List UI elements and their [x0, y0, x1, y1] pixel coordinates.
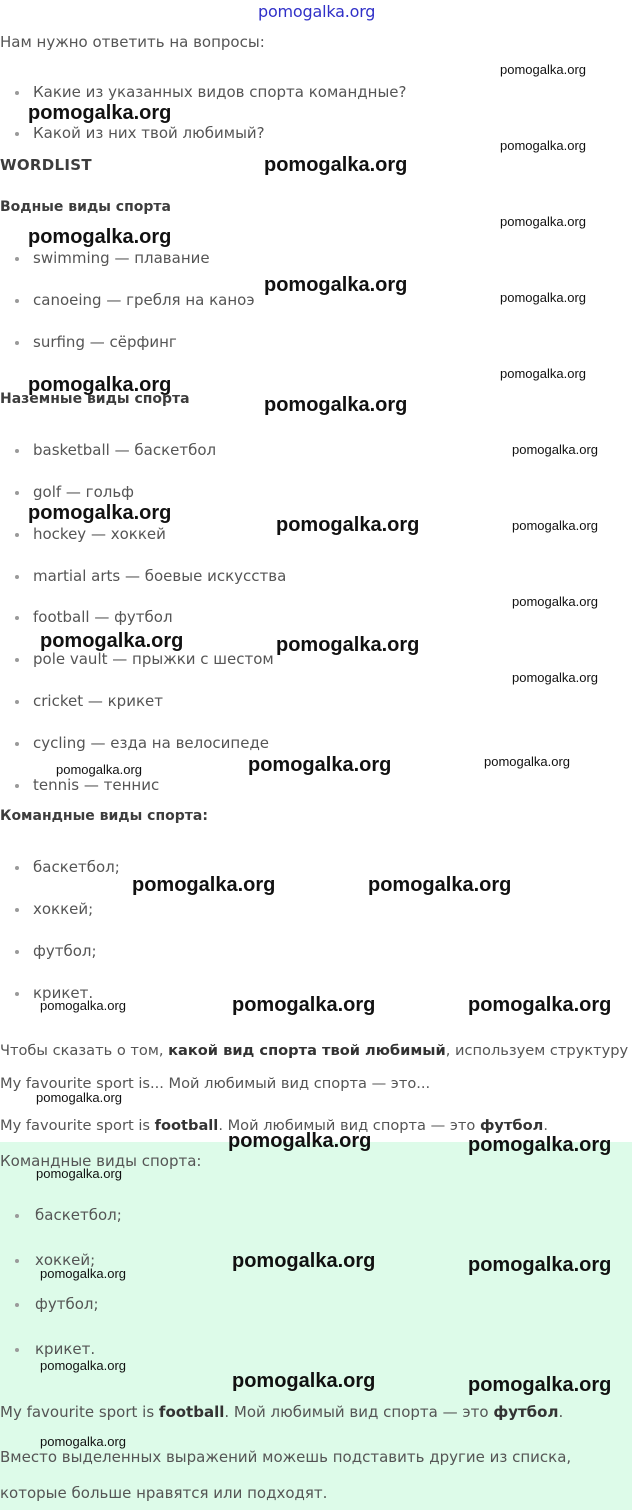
answer-team-item: футбол;	[18, 1294, 99, 1314]
answer-note-line: Вместо выделенных выражений можешь подставить другие из списка,	[0, 1448, 572, 1466]
watermark: pomogalka.org	[28, 502, 172, 524]
watermark: pomogalka.org	[28, 102, 172, 124]
answer-note-line: которые больше нравятся или подходят.	[0, 1484, 328, 1502]
land-sports-heading: Наземные виды спорта	[0, 391, 190, 407]
team-sport-item: крикет.	[18, 983, 93, 1003]
watermark: pomogalka.org	[468, 1374, 612, 1396]
watermark: pomogalka.org	[28, 226, 172, 248]
watermark: pomogalka.org	[232, 994, 376, 1016]
watermark: pomogalka.org	[500, 214, 586, 229]
watermark: pomogalka.org	[276, 514, 420, 536]
watermark: pomogalka.org	[248, 754, 392, 776]
watermark: pomogalka.org	[512, 442, 598, 457]
land-sport-item: pole vault — прыжки с шестом	[18, 649, 274, 669]
watermark: pomogalka.org	[512, 594, 598, 609]
question-item: Какой из них твой любимый?	[18, 123, 265, 143]
team-sports-heading: Командные виды спорта:	[0, 808, 208, 824]
watermark: pomogalka.org	[40, 1266, 126, 1281]
wordlist-heading: WORDLIST	[0, 156, 92, 174]
watermark: pomogalka.org	[36, 1166, 122, 1181]
answer-team-heading: Командные виды спорта:	[0, 1152, 202, 1170]
watermark: pomogalka.org	[368, 874, 512, 896]
land-sport-item: golf — гольф	[18, 482, 134, 502]
answer-team-item: баскетбол;	[18, 1205, 122, 1225]
water-sport-item: swimming — плавание	[18, 248, 210, 268]
watermark: pomogalka.org	[232, 1250, 376, 1272]
watermark: pomogalka.org	[512, 518, 598, 533]
watermark: pomogalka.org	[468, 1254, 612, 1276]
land-sport-item: hockey — хоккей	[18, 524, 166, 544]
land-sport-item: martial arts — боевые искусства	[18, 566, 286, 586]
question-item: Какие из указанных видов спорта командные?	[18, 82, 407, 102]
watermark: pomogalka.org	[36, 1090, 122, 1105]
watermark: pomogalka.org	[500, 138, 586, 153]
watermark: pomogalka.org	[40, 998, 126, 1013]
watermark: pomogalka.org	[264, 274, 408, 296]
land-sport-item: cycling — езда на велосипеде	[18, 733, 269, 753]
watermark: pomogalka.org	[276, 634, 420, 656]
watermark: pomogalka.org	[264, 394, 408, 416]
watermark: pomogalka.org	[28, 374, 172, 396]
land-sport-item: football — футбол	[18, 607, 173, 627]
water-sport-item: surfing — сёрфинг	[18, 332, 177, 352]
site-header-link[interactable]: pomogalka.org	[258, 2, 376, 21]
watermark: pomogalka.org	[500, 62, 586, 77]
watermark: pomogalka.org	[132, 874, 276, 896]
watermark: pomogalka.org	[40, 1434, 126, 1449]
watermark: pomogalka.org	[500, 290, 586, 305]
watermark: pomogalka.org	[228, 1130, 372, 1152]
example-sentence: My favourite sport is football. Мой любимый вид спорта — это футбол.	[0, 1117, 548, 1134]
watermark: pomogalka.org	[56, 762, 142, 777]
watermark: pomogalka.org	[40, 1358, 126, 1373]
answer-team-item: хоккей;	[18, 1250, 95, 1270]
team-sport-item: футбол;	[18, 941, 97, 961]
watermark: pomogalka.org	[512, 670, 598, 685]
structure-text: Чтобы сказать о том, какой вид спорта твой любимый, используем структуру	[0, 1042, 629, 1059]
watermark: pomogalka.org	[264, 154, 408, 176]
land-sport-item: cricket — крикет	[18, 691, 163, 711]
watermark: pomogalka.org	[40, 630, 184, 652]
watermark: pomogalka.org	[484, 754, 570, 769]
team-sport-item: баскетбол;	[18, 857, 120, 877]
intro-text: Нам нужно ответить на вопросы:	[0, 33, 265, 51]
water-sport-item: canoeing — гребля на каноэ	[18, 290, 255, 310]
watermark: pomogalka.org	[468, 1134, 612, 1156]
water-sports-heading: Водные виды спорта	[0, 199, 171, 215]
land-sport-item: basketball — баскетбол	[18, 440, 216, 460]
answer-team-item: крикет.	[18, 1339, 95, 1359]
team-sport-item: хоккей;	[18, 899, 93, 919]
watermark: pomogalka.org	[232, 1370, 376, 1392]
land-sport-item: tennis — теннис	[18, 775, 159, 795]
template-text: My favourite sport is... Мой любимый вид спорта — это...	[0, 1075, 431, 1092]
watermark: pomogalka.org	[500, 366, 586, 381]
watermark: pomogalka.org	[468, 994, 612, 1016]
answer-sentence: My favourite sport is football. Мой любимый вид спорта — это футбол.	[0, 1403, 564, 1421]
